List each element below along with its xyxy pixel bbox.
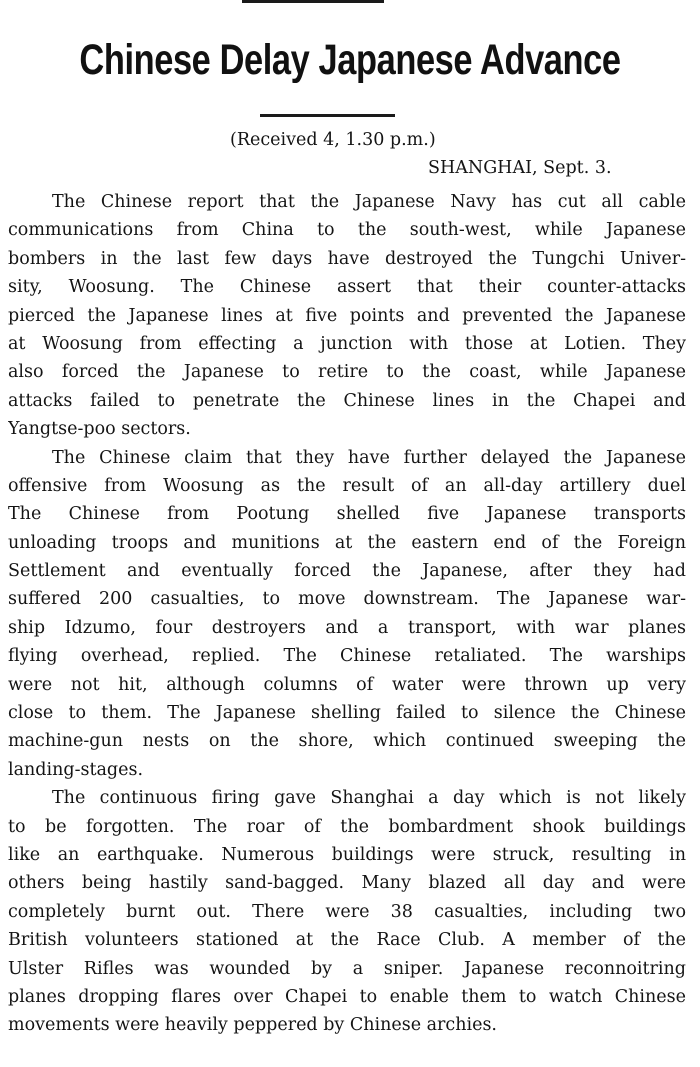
received-line: (Received 4, 1.30 p.m.): [230, 130, 436, 150]
article-line: attacks failed to penetrate the Chinese lines in the Chapei and: [8, 390, 686, 411]
headline: Chinese Delay Japanese Advance: [79, 36, 621, 84]
article-line: planes dropping flares over Chapei to enable them to watch Chinese: [8, 986, 686, 1007]
article-line: movements were heavily peppered by Chinese archies.: [8, 1015, 497, 1036]
dateline: SHANGHAI, Sept. 3.: [428, 158, 612, 178]
article-line: flying overhead, replied. The Chinese retaliated. The warships: [8, 646, 686, 667]
article-line: The Chinese report that the Japanese Navy has cut all cable: [52, 192, 686, 212]
article-line: offensive from Woosung as the result of an all-day artillery duel: [8, 475, 686, 496]
article-line: machine-gun nests on the shore, which continued sweeping the: [8, 731, 686, 752]
article-line: landing-stages.: [8, 759, 144, 780]
article-line: The continuous firing gave Shanghai a day which is not likely: [52, 788, 686, 809]
article-line: Settlement and eventually forced the Japanese, after they had: [8, 561, 686, 582]
article-paragraph: [8, 444, 686, 785]
top-rule: [242, 0, 384, 3]
article-line: others being hastily sand-bagged. Many blazed all day and were: [8, 873, 686, 894]
article-line: to be forgotten. The roar of the bombardment shook buildings: [8, 816, 686, 837]
article-line: Yangtse-poo sectors.: [8, 419, 191, 440]
article-line: like an earthquake. Numerous buildings were struck, resulting in: [8, 844, 686, 865]
article-line: bombers in the last few days have destroyed the Tungchi Univer-: [8, 248, 686, 269]
article-line: The Chinese claim that they have further delayed the Japanese: [52, 447, 686, 468]
article-paragraph: [8, 188, 686, 444]
headline-rule: [260, 114, 395, 117]
article-line: unloading troops and munitions at the eastern end of the Foreign: [8, 532, 686, 553]
article-line: sity, Woosung. The Chinese assert that their counter-attacks: [8, 277, 686, 298]
article-body: [8, 188, 686, 1040]
article-line: communications from China to the south-west, while Japanese: [8, 220, 686, 241]
article-line: pierced the Japanese lines at five points and prevented the Japanese: [8, 305, 686, 326]
article-line: suffered 200 casualties, to move downstream. The Japanese war-: [8, 589, 686, 610]
article-line: at Woosung from effecting a junction with those at Lotien. They: [8, 333, 686, 354]
article-line: British volunteers stationed at the Race Club. A member of the: [8, 930, 686, 951]
article-line: Ulster Rifles was wounded by a sniper. Japanese reconnoitring: [8, 958, 686, 979]
article-line: also forced the Japanese to retire to the coast, while Japanese: [8, 362, 686, 383]
article-line: completely burnt out. There were 38 casualties, including two: [8, 901, 686, 922]
article-paragraph: [8, 784, 686, 1040]
article-line: were not hit, although columns of water were thrown up very: [8, 674, 686, 695]
article-line: ship Idzumo, four destroyers and a transport, with war planes: [8, 617, 686, 638]
article-line: close to them. The Japanese shelling failed to silence the Chinese: [8, 703, 686, 724]
article-line: The Chinese from Pootung shelled five Japanese transports: [8, 504, 686, 525]
